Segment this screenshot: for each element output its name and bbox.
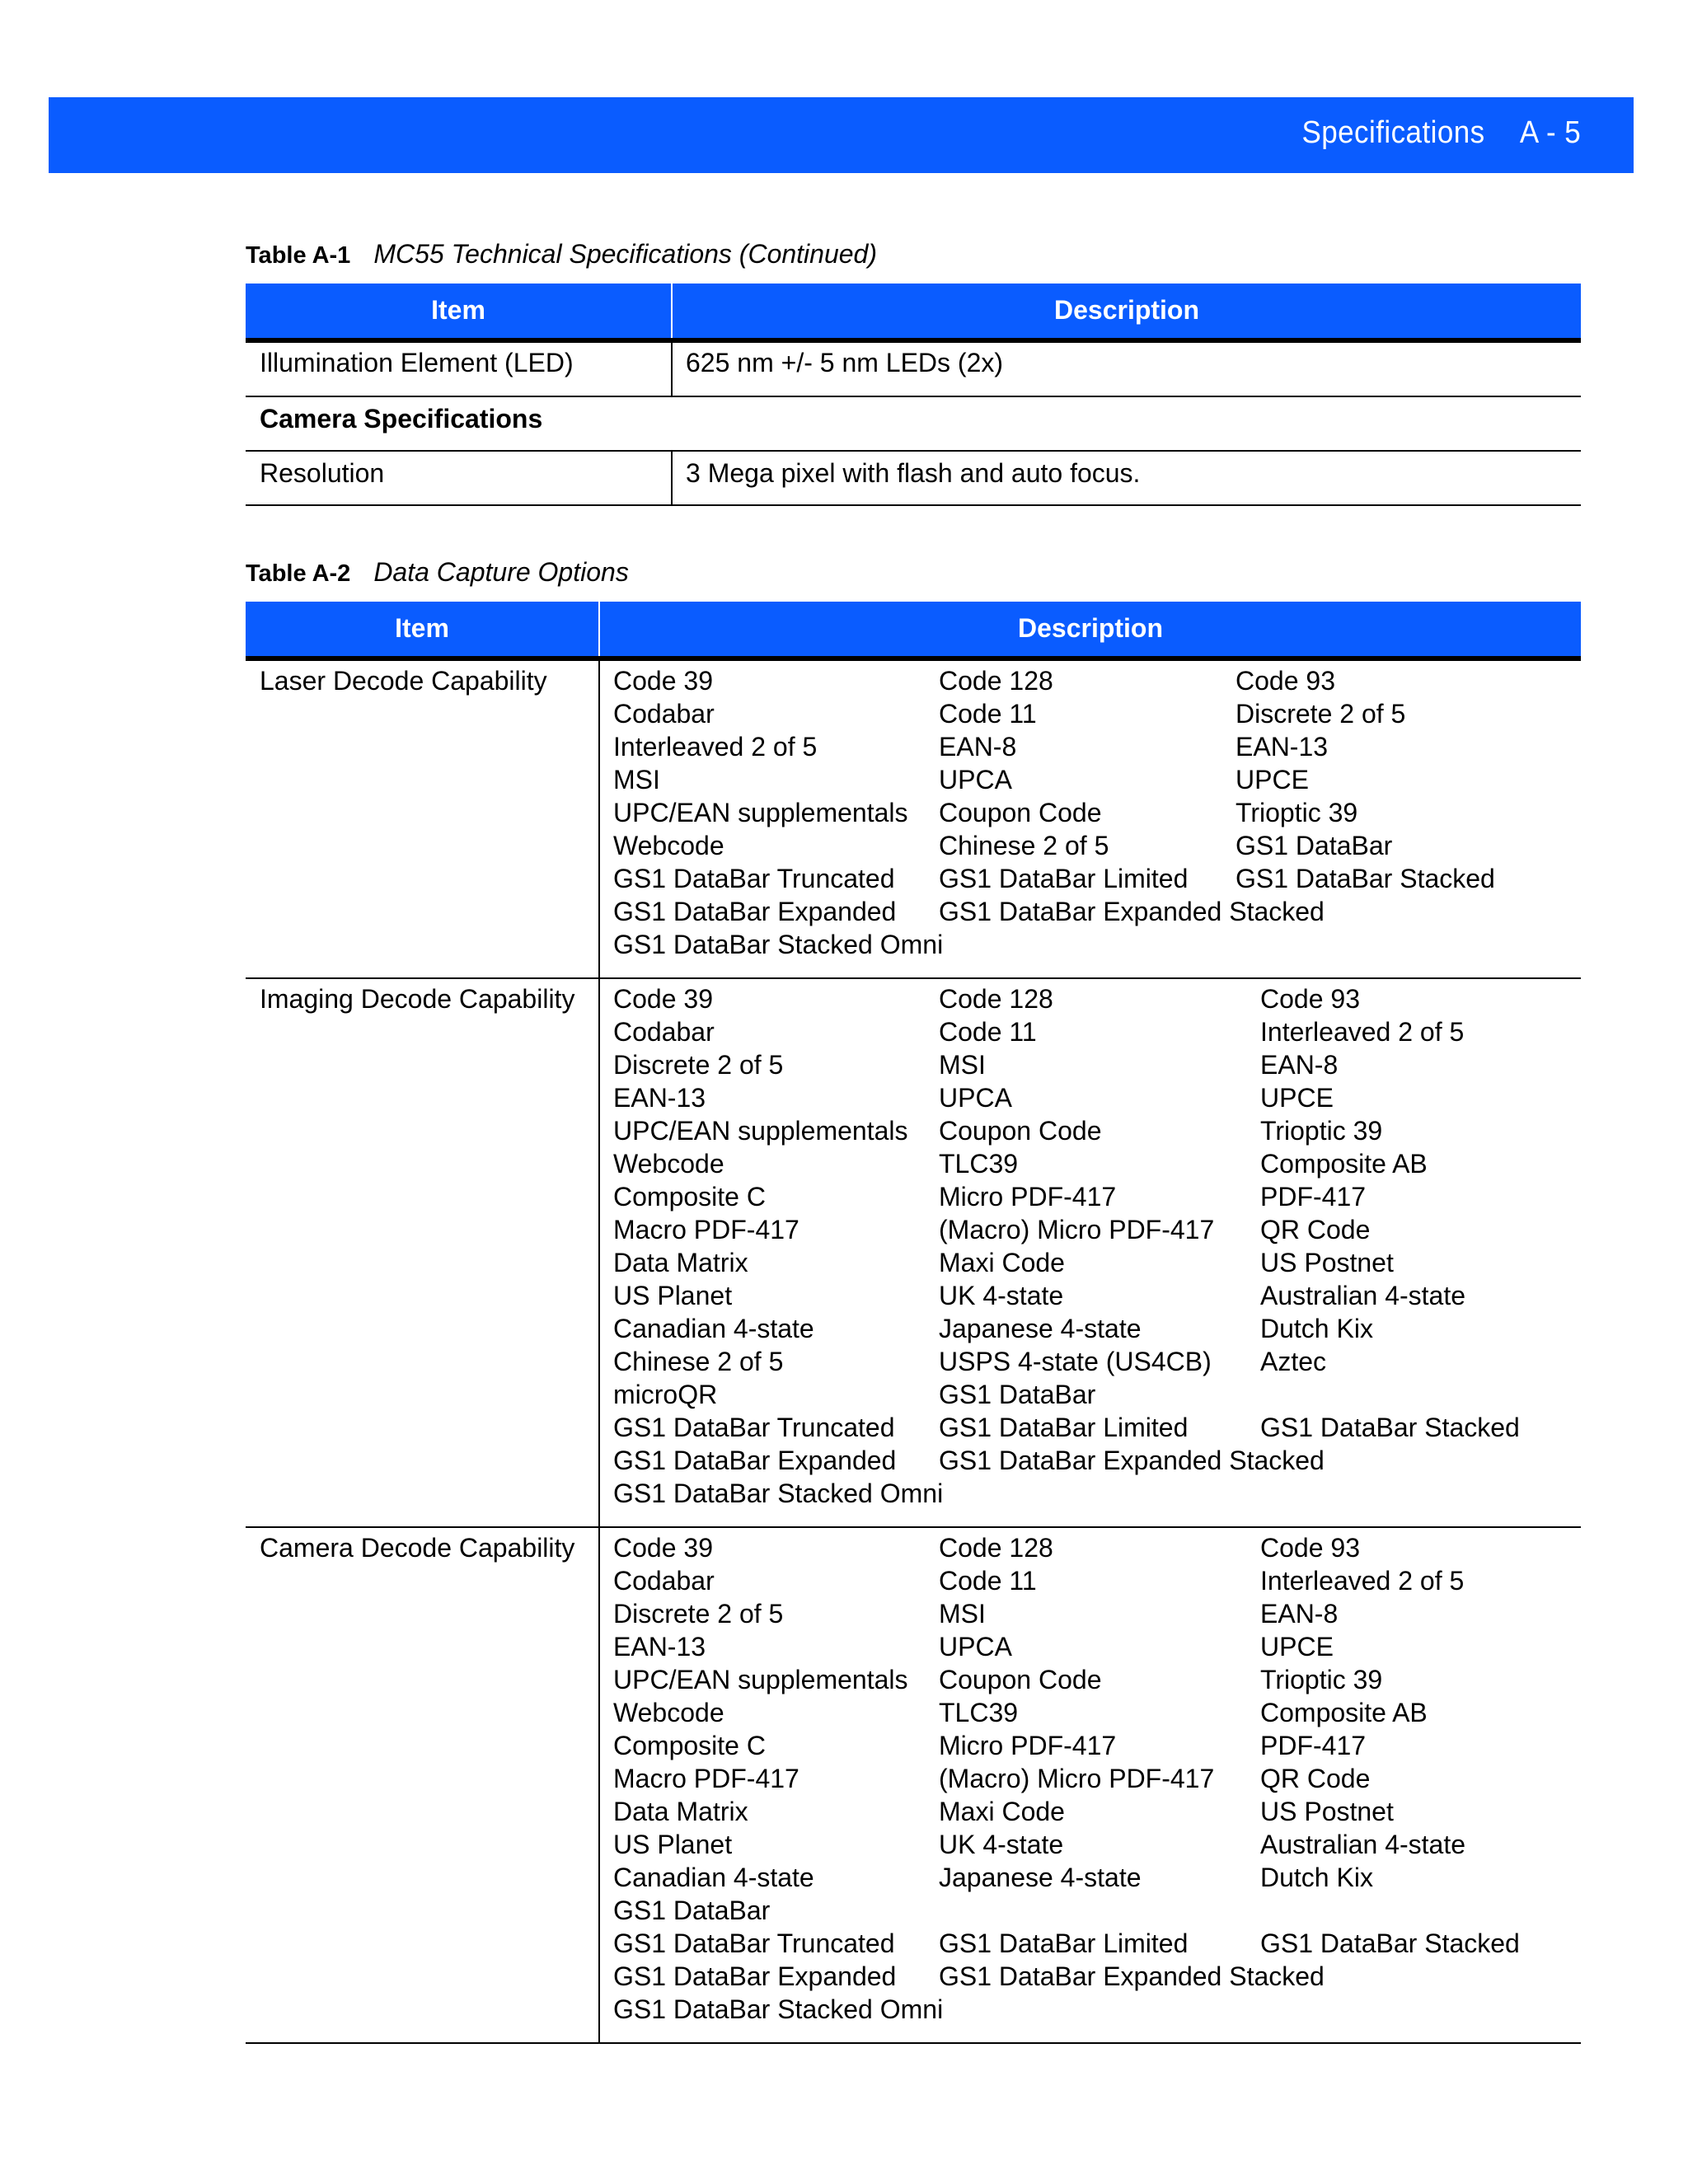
symbology: Code 93 bbox=[1236, 666, 1335, 696]
symbology: UPC/EAN supplementals bbox=[613, 1665, 908, 1694]
row-item: Imaging Decode Capability bbox=[260, 984, 575, 1014]
table-a2-caption bbox=[246, 557, 629, 588]
symbology: Coupon Code bbox=[939, 798, 1102, 827]
symbology: GS1 DataBar Stacked Omni bbox=[613, 1479, 944, 1508]
symbology: Japanese 4-state bbox=[939, 1863, 1142, 1892]
symbology: Dutch Kix bbox=[1260, 1863, 1373, 1892]
symbology: Japanese 4-state bbox=[939, 1314, 1142, 1343]
row-item: Laser Decode Capability bbox=[260, 666, 547, 696]
symbology: GS1 DataBar bbox=[1236, 831, 1393, 860]
symbology: UPCA bbox=[939, 1632, 1012, 1661]
symbology: EAN-8 bbox=[1260, 1050, 1339, 1080]
symbology-list bbox=[613, 1531, 1578, 2026]
symbology: PDF-417 bbox=[1260, 1182, 1367, 1212]
symbology: MSI bbox=[939, 1599, 986, 1629]
symbology: Dutch Kix bbox=[1260, 1314, 1373, 1343]
symbology: MSI bbox=[939, 1050, 986, 1080]
row-item: Camera Decode Capability bbox=[260, 1533, 575, 1563]
symbology: GS1 DataBar Expanded bbox=[613, 1446, 897, 1475]
symbology: Canadian 4-state bbox=[613, 1863, 814, 1892]
symbology: GS1 DataBar Expanded bbox=[613, 897, 897, 926]
symbology: UPC/EAN supplementals bbox=[613, 1116, 908, 1146]
symbology: US Postnet bbox=[1260, 1248, 1394, 1277]
symbology: (Macro) Micro PDF-417 bbox=[939, 1764, 1215, 1793]
symbology: UK 4-state bbox=[939, 1281, 1064, 1310]
symbology: Codabar bbox=[613, 699, 715, 729]
symbology: US Postnet bbox=[1260, 1797, 1394, 1826]
header-text bbox=[1301, 115, 1581, 151]
symbology: Australian 4-state bbox=[1260, 1830, 1466, 1859]
symbology: GS1 DataBar Stacked bbox=[1260, 1413, 1520, 1442]
symbology: Code 128 bbox=[939, 984, 1053, 1014]
symbology: Aztec bbox=[1260, 1347, 1327, 1376]
symbology: Code 11 bbox=[939, 699, 1037, 729]
symbology: EAN-13 bbox=[1236, 732, 1329, 762]
symbology: Code 39 bbox=[613, 1533, 713, 1563]
symbology: UPCA bbox=[939, 1083, 1012, 1113]
symbology: Webcode bbox=[613, 1149, 724, 1179]
symbology: Code 11 bbox=[939, 1017, 1037, 1047]
symbology: GS1 DataBar Stacked bbox=[1236, 864, 1495, 893]
symbology-list bbox=[613, 982, 1578, 1510]
symbology: Coupon Code bbox=[939, 1116, 1102, 1146]
symbology: GS1 DataBar Truncated bbox=[613, 1929, 895, 1958]
symbology: EAN-13 bbox=[613, 1083, 706, 1113]
symbology: GS1 DataBar bbox=[939, 1380, 1096, 1409]
symbology: Trioptic 39 bbox=[1236, 798, 1358, 827]
symbology: MSI bbox=[613, 765, 660, 794]
table-a1-number: Table A-1 bbox=[246, 242, 351, 269]
symbology: GS1 DataBar Limited bbox=[939, 1413, 1189, 1442]
header-section-title: Specifications bbox=[1301, 115, 1485, 150]
symbology: QR Code bbox=[1260, 1215, 1371, 1244]
symbology: EAN-8 bbox=[1260, 1599, 1339, 1629]
symbology: UPCE bbox=[1260, 1632, 1334, 1661]
table-row bbox=[246, 343, 1581, 397]
table-a1-caption bbox=[246, 239, 877, 269]
symbology: Code 93 bbox=[1260, 1533, 1360, 1563]
symbology: Webcode bbox=[613, 1698, 724, 1727]
symbology: Code 93 bbox=[1260, 984, 1360, 1014]
symbology: Composite AB bbox=[1260, 1149, 1428, 1179]
symbology: GS1 DataBar Limited bbox=[939, 864, 1189, 893]
symbology: GS1 DataBar Expanded bbox=[613, 1961, 897, 1991]
symbology: Maxi Code bbox=[939, 1248, 1065, 1277]
table-a1-col-description: Description bbox=[1053, 295, 1200, 325]
symbology: Interleaved 2 of 5 bbox=[613, 732, 818, 762]
symbology: Discrete 2 of 5 bbox=[613, 1599, 784, 1629]
symbology: TLC39 bbox=[939, 1698, 1019, 1727]
symbology: GS1 DataBar Stacked Omni bbox=[613, 1994, 944, 2024]
symbology: Data Matrix bbox=[613, 1248, 748, 1277]
table-a2 bbox=[246, 602, 1581, 2044]
symbology: Code 128 bbox=[939, 666, 1053, 696]
symbology: UPCE bbox=[1260, 1083, 1334, 1113]
symbology: US Planet bbox=[613, 1830, 733, 1859]
symbology: Micro PDF-417 bbox=[939, 1731, 1117, 1760]
symbology: Chinese 2 of 5 bbox=[939, 831, 1109, 860]
row-description: 3 Mega pixel with flash and auto focus. bbox=[686, 458, 1141, 488]
symbology: UPCA bbox=[939, 765, 1012, 794]
header-page-number: A - 5 bbox=[1519, 115, 1581, 150]
symbology: Codabar bbox=[613, 1566, 715, 1596]
symbology: GS1 DataBar Truncated bbox=[613, 864, 895, 893]
symbology: Canadian 4-state bbox=[613, 1314, 814, 1343]
symbology: US Planet bbox=[613, 1281, 733, 1310]
row-item: Illumination Element (LED) bbox=[260, 348, 574, 377]
symbology: Interleaved 2 of 5 bbox=[1260, 1566, 1465, 1596]
row-item: Resolution bbox=[260, 458, 385, 488]
symbology: GS1 DataBar Expanded Stacked bbox=[939, 1446, 1325, 1475]
table-a1-header bbox=[246, 284, 1581, 343]
symbology: Macro PDF-417 bbox=[613, 1215, 799, 1244]
symbology: GS1 DataBar Stacked Omni bbox=[613, 930, 944, 959]
table-row bbox=[246, 661, 1581, 979]
symbology: Micro PDF-417 bbox=[939, 1182, 1117, 1212]
symbology: Discrete 2 of 5 bbox=[1236, 699, 1406, 729]
symbology: Data Matrix bbox=[613, 1797, 748, 1826]
symbology: Discrete 2 of 5 bbox=[613, 1050, 784, 1080]
symbology: microQR bbox=[613, 1380, 718, 1409]
table-row bbox=[246, 452, 1581, 506]
table-a2-col-description: Description bbox=[1017, 613, 1164, 643]
symbology: GS1 DataBar Expanded Stacked bbox=[939, 1961, 1325, 1991]
symbology: Interleaved 2 of 5 bbox=[1260, 1017, 1465, 1047]
table-a1-title: MC55 Technical Specifications (Continued) bbox=[373, 239, 877, 269]
row-description: 625 nm +/- 5 nm LEDs (2x) bbox=[686, 348, 1004, 377]
symbology: QR Code bbox=[1260, 1764, 1371, 1793]
symbology: Composite C bbox=[613, 1731, 766, 1760]
symbology: Australian 4-state bbox=[1260, 1281, 1466, 1310]
symbology: PDF-417 bbox=[1260, 1731, 1367, 1760]
table-a1-col-item: Item bbox=[431, 295, 485, 325]
symbology-list bbox=[613, 664, 1578, 961]
symbology: (Macro) Micro PDF-417 bbox=[939, 1215, 1215, 1244]
symbology: GS1 DataBar Stacked bbox=[1260, 1929, 1520, 1958]
page-header bbox=[49, 97, 1634, 173]
symbology: EAN-8 bbox=[939, 732, 1017, 762]
symbology: EAN-13 bbox=[613, 1632, 706, 1661]
symbology: GS1 DataBar Expanded Stacked bbox=[939, 897, 1325, 926]
symbology: Code 11 bbox=[939, 1566, 1037, 1596]
table-a2-col-item: Item bbox=[395, 613, 449, 643]
symbology: UK 4-state bbox=[939, 1830, 1064, 1859]
symbology: Webcode bbox=[613, 831, 724, 860]
symbology: Composite AB bbox=[1260, 1698, 1428, 1727]
table-a1 bbox=[246, 284, 1581, 506]
section-heading: Camera Specifications bbox=[260, 404, 543, 434]
table-row bbox=[246, 979, 1581, 1528]
symbology: Chinese 2 of 5 bbox=[613, 1347, 784, 1376]
symbology: UPC/EAN supplementals bbox=[613, 798, 908, 827]
symbology: UPCE bbox=[1236, 765, 1309, 794]
symbology: Code 39 bbox=[613, 984, 713, 1014]
symbology: Code 39 bbox=[613, 666, 713, 696]
symbology: Composite C bbox=[613, 1182, 766, 1212]
symbology: USPS 4-state (US4CB) bbox=[939, 1347, 1212, 1376]
symbology: Trioptic 39 bbox=[1260, 1116, 1383, 1146]
table-row bbox=[246, 1528, 1581, 2044]
symbology: Trioptic 39 bbox=[1260, 1665, 1383, 1694]
symbology: Code 128 bbox=[939, 1533, 1053, 1563]
symbology: GS1 DataBar Limited bbox=[939, 1929, 1189, 1958]
symbology: TLC39 bbox=[939, 1149, 1019, 1179]
table-a2-title: Data Capture Options bbox=[373, 557, 629, 587]
table-a2-number: Table A-2 bbox=[246, 560, 351, 587]
table-section-row bbox=[246, 397, 1581, 452]
symbology: Maxi Code bbox=[939, 1797, 1065, 1826]
symbology: Coupon Code bbox=[939, 1665, 1102, 1694]
symbology: GS1 DataBar bbox=[613, 1896, 771, 1925]
table-a2-header bbox=[246, 602, 1581, 661]
symbology: Codabar bbox=[613, 1017, 715, 1047]
symbology: Macro PDF-417 bbox=[613, 1764, 799, 1793]
symbology: GS1 DataBar Truncated bbox=[613, 1413, 895, 1442]
